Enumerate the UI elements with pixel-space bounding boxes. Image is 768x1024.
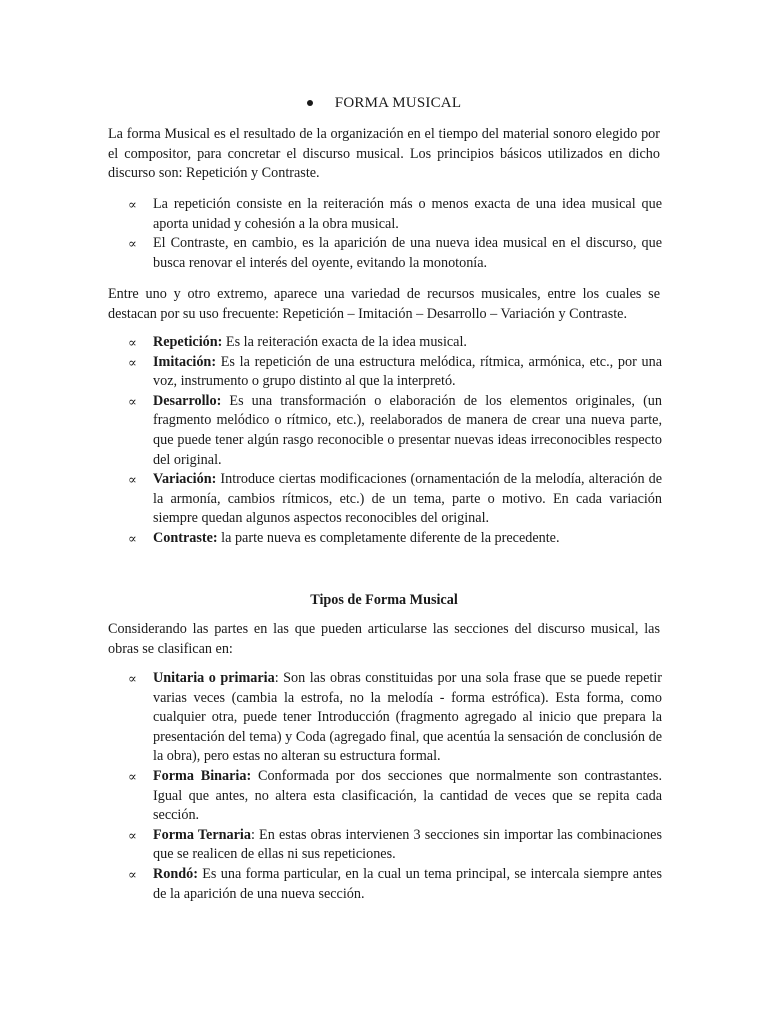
term-description: Es una transformación o elaboración de los elementos originales, (un fragmento melódico o rítmico, etc.), reelaborados de manera de crear una nueva parte, que puede tener algún rasgo reconocible o presentar nuevas ideas irreconocibles respecto del original.	[153, 392, 662, 468]
proportional-bullet-icon: ∝	[128, 354, 137, 370]
proportional-bullet-icon: ∝	[128, 335, 137, 350]
list-item	[128, 392, 662, 470]
list-item-text: El Contraste, en cambio, es la aparición de una nueva idea musical en el discurso, que busca renovar el interés del oyente, evitando la monotonía.	[153, 235, 662, 271]
document-title	[0, 94, 768, 114]
intro-paragraph: La forma Musical es el resultado de la organización en el tiempo del material sonoro elegido por el compositor, para concretar el discurso musical. Los principios básicos utilizados en dicho discurso son: Repetición y Contraste.	[108, 126, 660, 182]
term-label: Contraste:	[153, 529, 218, 546]
list-item	[128, 669, 662, 767]
section-heading: Tipos de Forma Musical	[310, 592, 458, 608]
list-item	[128, 470, 662, 529]
term-label: Rondó:	[153, 865, 198, 882]
types-intro-paragraph: Considerando las partes en las que pueden articularse las secciones del discurso musical, las obras se clasifican en:	[108, 621, 660, 657]
proportional-bullet-icon: ∝	[128, 866, 137, 882]
term-description: Es una forma particular, en la cual un tema principal, se intercala siempre antes de la aparición de una nueva sección.	[153, 865, 662, 902]
term-description: Conformada por dos secciones que normalmente son contrastantes. Igual que antes, no altera esta clasificación, la cantidad de veces que se repita cada sección.	[153, 767, 662, 824]
term-description: Es la reiteración exacta de la idea musical.	[222, 334, 467, 350]
proportional-bullet-icon: ∝	[128, 197, 137, 212]
list-item	[128, 529, 662, 549]
list-item	[128, 826, 662, 865]
proportional-bullet-icon: ∝	[128, 768, 137, 784]
resources-list	[128, 333, 662, 549]
term-description: Es la repetición de una estructura melódica, rítmica, armónica, etc., por una voz, instrumento o grupo distinto al que la interpretó.	[153, 353, 662, 390]
resources-intro-paragraph: Entre uno y otro extremo, aparece una variedad de recursos musicales, entre los cuales se destacan por su uso frecuente: Repetición – Imitación – Desarrollo – Variación y Contraste.	[108, 286, 660, 322]
list-item	[128, 353, 662, 392]
term-label: Desarrollo:	[153, 392, 222, 409]
term-label: Forma Ternaria	[153, 826, 251, 843]
list-item	[128, 767, 662, 826]
proportional-bullet-icon: ∝	[128, 393, 137, 409]
term-description: : Son las obras constituidas por una sola frase que se puede repetir varias veces (cambia la estrofa, no la melodía - forma estrófica). Esta forma, como cualquier otra, puede tener Introducción (fragmento agregado al inicio que prepara la presentación del tema) y Coda (agregado final, que acentúa la sensación de conclusión de la obra), pero estas no alteran su estructura formal.	[153, 670, 662, 765]
types-list	[128, 669, 662, 904]
list-item	[128, 865, 662, 904]
list-item	[128, 234, 662, 273]
proportional-bullet-icon: ∝	[128, 236, 137, 252]
list-item	[128, 333, 662, 353]
proportional-bullet-icon: ∝	[128, 472, 137, 488]
term-description: la parte nueva es completamente diferente de la precedente.	[217, 529, 560, 546]
proportional-bullet-icon: ∝	[128, 827, 137, 843]
bullet-dot-icon	[307, 100, 313, 106]
term-label: Imitación:	[153, 353, 217, 370]
title-text: FORMA MUSICAL	[334, 95, 462, 111]
proportional-bullet-icon: ∝	[128, 530, 137, 546]
proportional-bullet-icon: ∝	[128, 671, 137, 686]
list-item-text: La repetición consiste en la reiteración más o menos exacta de una idea musical que aporta unidad y cohesión a la obra musical.	[153, 196, 662, 232]
list-item	[128, 195, 662, 234]
term-description: : En estas obras intervienen 3 secciones sin importar las combinaciones que se realicen de ellas ni sus repeticiones.	[153, 826, 662, 863]
term-label: Variación:	[153, 471, 217, 488]
principles-list	[128, 195, 662, 273]
term-label: Repetición:	[153, 334, 223, 350]
term-label: Forma Binaria:	[153, 767, 252, 784]
term-label: Unitaria o primaria	[153, 670, 275, 686]
term-description: Introduce ciertas modificaciones (ornamentación de la melodía, alteración de la armonía, cambios rítmicos, etc.) de un tema, parte o motivo. En cada variación siempre quedan algunos aspectos reconocibles del original.	[153, 471, 662, 527]
